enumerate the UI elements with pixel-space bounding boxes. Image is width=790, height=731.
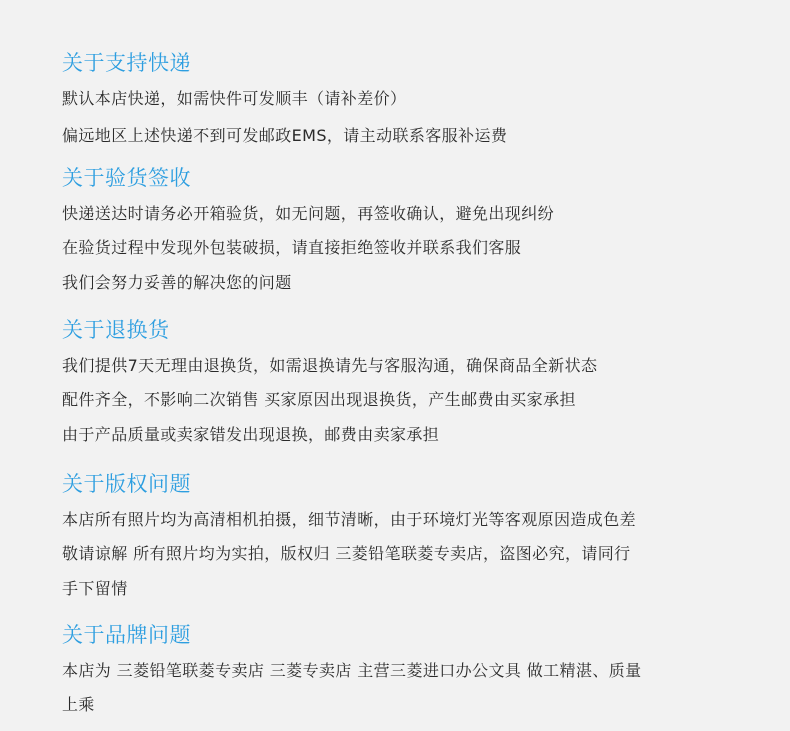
- returns-line-1: 我们提供7天无理由退换货，如需退换请先与客服沟通，确保商品全新状态: [62, 356, 598, 375]
- section-title-returns: 关于退换货: [62, 318, 170, 342]
- section-title-copyright: 关于版权问题: [62, 472, 191, 496]
- copyright-line-3: 手下留情: [62, 579, 128, 598]
- returns-line-3: 由于产品质量或卖家错发出现退换，邮费由卖家承担: [62, 425, 440, 444]
- shipping-line-2: 偏远地区上述快递不到可发邮政EMS，请主动联系客服补运费: [62, 126, 508, 145]
- brand-line-2: 上乘: [62, 695, 95, 714]
- section-title-inspection: 关于验货签收: [62, 166, 191, 190]
- returns-line-2: 配件齐全，不影响二次销售 买家原因出现退换货，产生邮费由买家承担: [62, 390, 576, 409]
- copyright-line-2: 敬请谅解 所有照片均为实拍，版权归 三菱铅笔联菱专卖店，盗图必究，请同行: [62, 544, 631, 563]
- inspection-line-1: 快递送达时请务必开箱验货，如无问题，再签收确认，避免出现纠纷: [62, 204, 555, 223]
- section-title-brand: 关于品牌问题: [62, 623, 191, 647]
- shipping-line-1: 默认本店快递，如需快件可发顺丰（请补差价）: [62, 89, 407, 108]
- inspection-line-2: 在验货过程中发现外包装破损，请直接拒绝签收并联系我们客服: [62, 238, 522, 257]
- section-title-shipping: 关于支持快递: [62, 51, 191, 75]
- inspection-line-3: 我们会努力妥善的解决您的问题: [62, 273, 292, 292]
- brand-line-1: 本店为 三菱铅笔联菱专卖店 三菱专卖店 主营三菱进口办公文具 做工精湛、质量: [62, 661, 642, 680]
- copyright-line-1: 本店所有照片均为高清相机拍摄，细节清晰，由于环境灯光等客观原因造成色差: [62, 510, 637, 529]
